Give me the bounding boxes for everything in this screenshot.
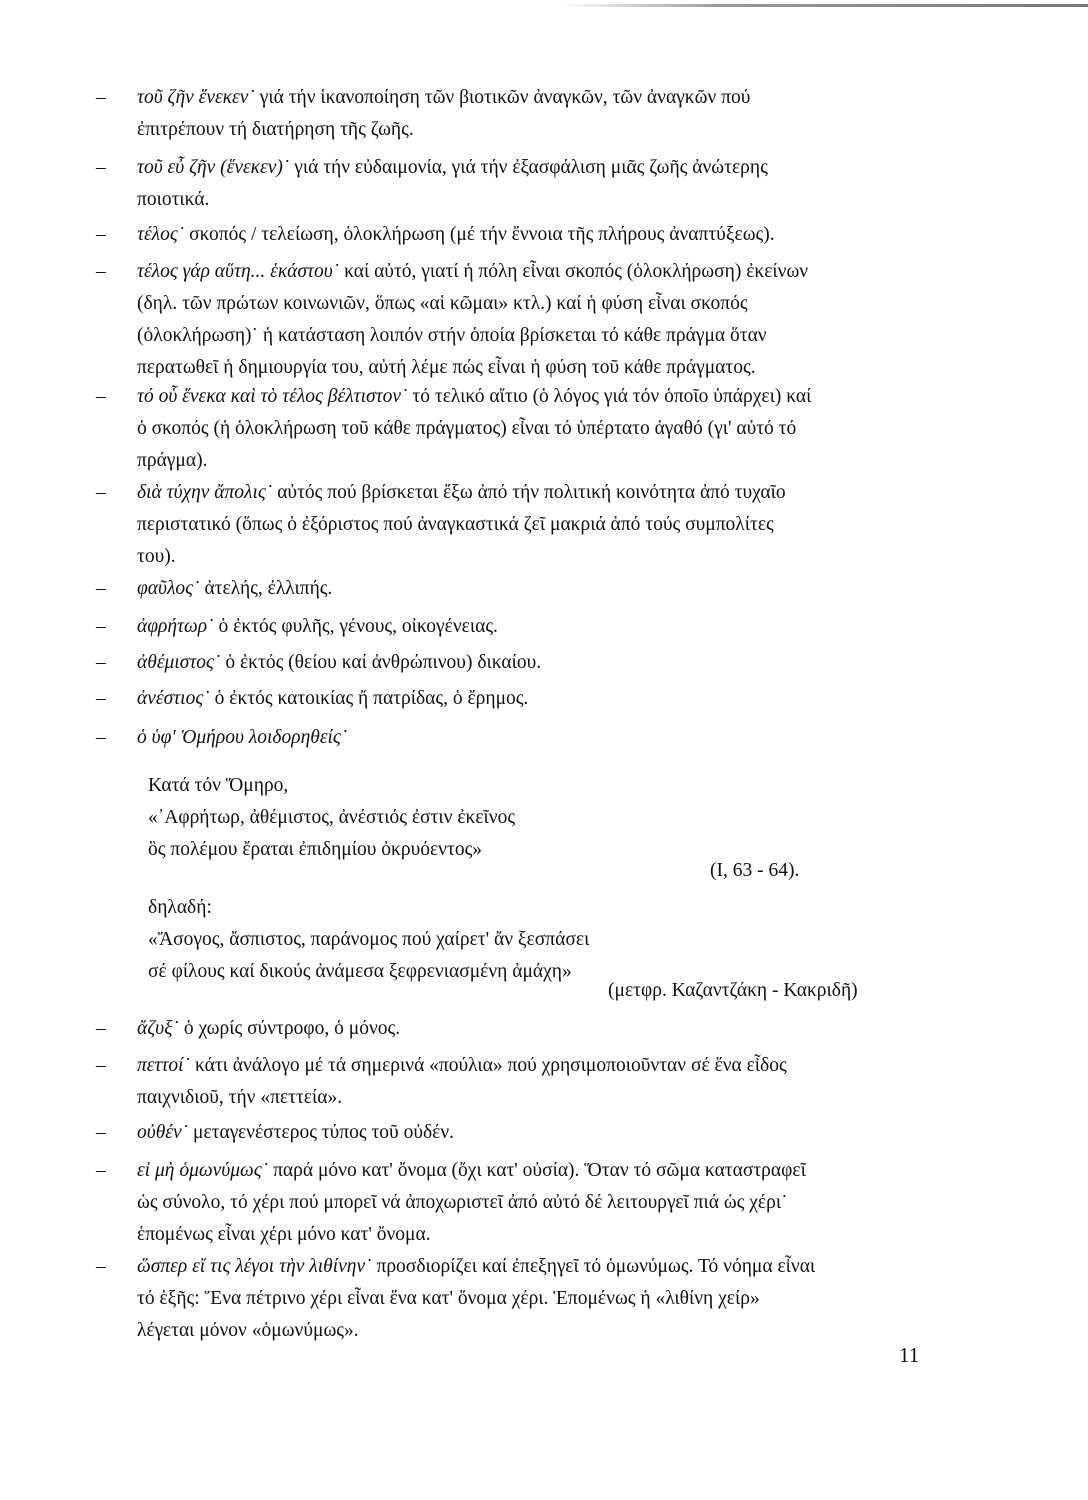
glossary-entry xyxy=(96,1251,936,1347)
entry-text: γιά τήν ἱκανοποίηση τῶν βιοτικῶν ἀναγκῶν, τῶν ἀναγκῶν πού xyxy=(259,87,751,108)
page-number: 11 xyxy=(899,1343,920,1367)
entry-term: τοῦ ζῆν ἕνεκεν˙ xyxy=(137,87,255,108)
entry-dash: – xyxy=(96,1055,106,1076)
entry-text: γιά τήν εὐδαιμονία, γιά τήν ἐξασφάλιση μιᾶς ζωῆς ἀνώτερης xyxy=(294,157,768,178)
entry-text: ὁ σκοπός (ἡ ὁλοκλήρωση τοῦ κάθε πράγματος) εἶναι τό ὑπέρτατο ἀγαθό (γι' αὐτό τό xyxy=(137,418,797,439)
entry-dash: – xyxy=(96,1160,106,1181)
entry-dash: – xyxy=(96,1256,106,1277)
entry-term: ὥσπερ εἴ τις λέγοι τὴν λιθίνην˙ xyxy=(137,1256,372,1277)
entry-text: ὁ ἐκτός κατοικίας ἤ πατρίδας, ὁ ἔρημος. xyxy=(214,688,529,709)
translation-line: σέ φίλους καί δικούς ἀνάμεσα ξεφρενιασμένη ἀμάχη» xyxy=(148,961,572,982)
glossary-entry xyxy=(96,152,936,216)
glossary-entry xyxy=(96,219,936,251)
translator-credit: (μετφρ. Καζαντζάκη - Κακριδῆ) xyxy=(608,980,858,1001)
glossary-entry xyxy=(96,1050,936,1114)
entry-text: περατωθεῖ ἡ δημιουργία του, αὐτή λέμε πώς εἶναι ἡ φύση τοῦ κάθε πράγματος. xyxy=(137,357,756,378)
entry-text: πράγμα). xyxy=(137,450,208,471)
entry-dash: – xyxy=(96,652,106,673)
entry-dash: – xyxy=(96,1018,106,1039)
entry-term: τέλος γάρ αὕτη... ἑκάστου˙ xyxy=(137,261,340,282)
entry-text: ἐπιτρέπουν τή διατήρηση τῆς ζωῆς. xyxy=(137,119,414,140)
quote-intro: Κατά τόν Ὅμηρο, xyxy=(148,775,289,796)
glossary-entry xyxy=(96,611,936,643)
entry-dash: – xyxy=(96,727,106,748)
quote-line: ὃς πολέμου ἔραται ἐπιδημίου ὀκρυόεντος» xyxy=(148,839,483,860)
entry-text: προσδιορίζει καί ἐπεξηγεῖ τό ὁμωνύμως. Τό νόημα εἶναι xyxy=(376,1256,816,1277)
entry-text: περιστατικό (ὅπως ὁ ἐξόριστος πού ἀναγκαστικά ζεῖ μακριά ἀπό τούς συμπολίτες xyxy=(137,514,774,535)
entry-dash: – xyxy=(96,386,106,407)
entry-text: (ὁλοκλήρωση)˙ ἡ κατάσταση λοιπόν στήν ὁποία βρίσκεται τό κάθε πράγμα ὅταν xyxy=(137,325,767,346)
entry-dash: – xyxy=(96,87,106,108)
entry-text: ὁ ἐκτός φυλῆς, γένους, οἰκογένειας. xyxy=(218,616,498,637)
entry-text: ὡς σύνολο, τό χέρι πού μπορεῖ νά ἀποχωριστεῖ ἀπό αὐτό δέ λειτουργεῖ πιά ὡς χέρι˙ xyxy=(137,1192,788,1213)
glossary-entry xyxy=(96,647,936,679)
glossary-entry xyxy=(96,381,936,477)
homer-quote-block xyxy=(148,770,515,866)
entry-term: φαῦλος˙ xyxy=(137,578,200,599)
glossary-entry xyxy=(96,256,936,384)
glossary-entry xyxy=(96,1117,936,1149)
glossary-entry xyxy=(96,683,936,715)
entry-term: ὁ ὑφ' Ὁμήρου λοιδορηθείς˙ xyxy=(137,727,348,748)
entry-dash: – xyxy=(96,482,106,503)
entry-text: ὁ χωρίς σύντροφο, ὁ μόνος. xyxy=(183,1018,401,1039)
entry-term: διὰ τύχην ἄπολις˙ xyxy=(137,482,273,503)
glossary-entry xyxy=(96,573,936,605)
entry-term: τοῦ εὖ ζῆν (ἕνεκεν)˙ xyxy=(137,157,290,178)
entry-term: πεττοί˙ xyxy=(137,1055,191,1076)
entry-text: αὐτός πού βρίσκεται ἔξω ἀπό τήν πολιτική κοινότητα ἀπό τυχαῖο xyxy=(277,482,786,503)
entry-term: τό οὗ ἕνεκα καὶ τὸ τέλος βέλτιστον˙ xyxy=(137,386,408,407)
entry-term: ἀνέστιος˙ xyxy=(137,688,210,709)
entry-text: παρά μόνο κατ' ὄνομα (ὄχι κατ' οὐσία). Ὅταν τό σῶμα καταστραφεῖ xyxy=(273,1160,806,1181)
entry-text: του). xyxy=(137,546,176,567)
glossary-entry xyxy=(96,1155,936,1251)
entry-term: τέλος˙ xyxy=(137,224,185,245)
entry-text: ἀτελής, ἐλλιπής. xyxy=(204,578,333,599)
entry-text: παιχνιδιοῦ, τήν «πεττεία». xyxy=(137,1087,343,1108)
entry-dash: – xyxy=(96,578,106,599)
entry-text: μεταγενέστερος τύπος τοῦ οὐδέν. xyxy=(193,1122,455,1143)
glossary-entry xyxy=(96,477,936,573)
translation-intro: δηλαδή: xyxy=(148,897,212,918)
entry-term: ἀφρήτωρ˙ xyxy=(137,616,214,637)
glossary-entry xyxy=(96,82,936,146)
entry-text: ὁ ἐκτός (θείου καί ἀνθρώπινου) δικαίου. xyxy=(225,652,542,673)
quote-line: «᾽Αφρήτωρ, ἀθέμιστος, ἀνέστιός ἐστιν ἐκεῖνος xyxy=(148,807,516,828)
entry-dash: – xyxy=(96,224,106,245)
entry-dash: – xyxy=(96,1122,106,1143)
quote-citation: (Ι, 63 - 64). xyxy=(710,860,800,881)
entry-dash: – xyxy=(96,261,106,282)
entry-dash: – xyxy=(96,157,106,178)
translation-block xyxy=(148,892,589,988)
entry-term: ἄζυξ˙ xyxy=(137,1018,179,1039)
entry-text: τό ἑξῆς: Ἕνα πέτρινο χέρι εἶναι ἕνα κατ' ὄνομα χέρι. Ἑπομένως ἡ «λιθίνη χείρ» xyxy=(137,1288,760,1309)
entry-term: ἀθέμιστος˙ xyxy=(137,652,221,673)
entry-text: σκοπός / τελείωση, ὁλοκλήρωση (μέ τήν ἔννοια τῆς πλήρους ἀναπτύξεως). xyxy=(189,224,775,245)
entry-text: ποιοτικά. xyxy=(137,189,210,210)
entry-text: ἑπομένως εἶναι χέρι μόνο κατ' ὄνομα. xyxy=(137,1224,431,1245)
entry-dash: – xyxy=(96,688,106,709)
entry-text: κάτι ἀνάλογο μέ τά σημερινά «πούλια» πού χρησιμοποιοῦνταν σέ ἕνα εἶδος xyxy=(194,1055,787,1076)
entry-term: οὐθέν˙ xyxy=(137,1122,189,1143)
glossary-entry xyxy=(96,1013,936,1045)
glossary-entry xyxy=(96,722,936,754)
entry-text: (δηλ. τῶν πρώτων κοινωνιῶν, ὅπως «αἱ κῶμαι» κτλ.) καί ἡ φύση εἶναι σκοπός xyxy=(137,293,748,314)
entry-text: καί αὐτό, γιατί ἡ πόλη εἶναι σκοπός (ὁλοκλήρωση) ἐκείνων xyxy=(344,261,809,282)
entry-dash: – xyxy=(96,616,106,637)
translation-line: «Ἄσογος, ἄσπιστος, παράνομος πού χαίρετ' ἄν ξεσπάσει xyxy=(148,929,590,950)
entry-text: τό τελικό αἴτιο (ὁ λόγος γιά τόν ὁποῖο ὑπάρχει) καί xyxy=(412,386,812,407)
entry-term: εἰ μὴ ὁμωνύμως˙ xyxy=(137,1160,269,1181)
entry-text: λέγεται μόνον «ὁμωνύμως». xyxy=(137,1320,359,1341)
